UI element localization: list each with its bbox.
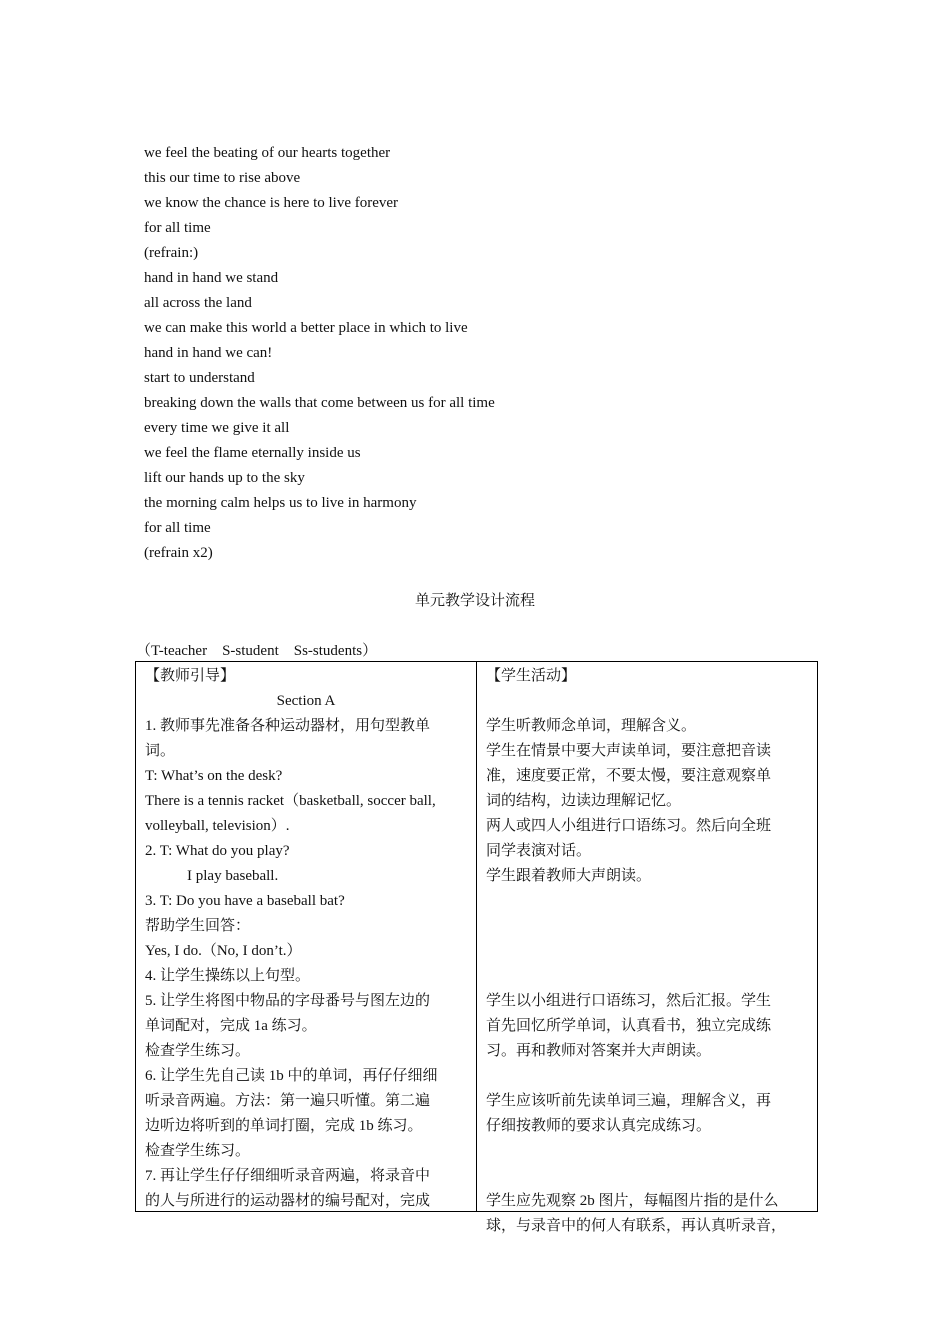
student-activity-column (477, 662, 817, 1234)
teacher-step: 检查学生练习。 (145, 1143, 251, 1159)
document-title: 单元教学设计流程 (414, 593, 535, 609)
lyric-line: for all time (144, 520, 211, 536)
student-activity: 习。再和教师对答案并大声朗读。 (486, 1043, 712, 1059)
lyric-line: we know the chance is here to live forever (144, 195, 399, 211)
lyric-line: all across the land (144, 295, 252, 311)
teacher-step: 5. 让学生将图中物品的字母番号与图左边的 (145, 993, 431, 1009)
teacher-step: 检查学生练习。 (145, 1043, 251, 1059)
student-activity: 准，速度要正常，不要太慢，要注意观察单 (486, 768, 772, 784)
lyric-line: (refrain x2) (144, 545, 213, 561)
lyric-line: the morning calm helps us to live in harmony (144, 495, 417, 511)
lyric-line: hand in hand we stand (144, 270, 279, 286)
lyric-line: for all time (144, 220, 211, 236)
lyric-line: start to understand (144, 370, 255, 386)
lyric-line: this our time to rise above (144, 170, 301, 186)
teacher-column-header: 【教师引导】 (145, 668, 236, 684)
student-activity: 两人或四人小组进行口语练习。然后向全班 (486, 818, 772, 834)
student-column-header: 【学生活动】 (486, 668, 577, 684)
teacher-step: 的人与所进行的运动器材的编号配对，完成 (145, 1193, 431, 1209)
teacher-step: 单词配对，完成 1a 练习。 (145, 1018, 317, 1034)
student-activity: 学生应该听前先读单词三遍，理解含义，再 (486, 1093, 772, 1109)
student-activity: 仔细按教师的要求认真完成练习。 (486, 1118, 712, 1134)
teacher-step: 4. 让学生操练以上句型。 (145, 968, 311, 984)
teacher-step: 6. 让学生先自己读 1b 中的单词，再仔仔细细 (145, 1068, 438, 1084)
lyric-line: we feel the flame eternally inside us (144, 445, 361, 461)
teacher-guidance-column (136, 662, 477, 1211)
student-activity: 球，与录音中的何人有联系，再认真听录音， (486, 1218, 787, 1234)
teacher-step: T: What’s on the desk? (145, 768, 283, 784)
student-activity: 学生跟着教师大声朗读。 (486, 868, 652, 884)
song-lyrics (144, 141, 764, 566)
student-activity: 学生以小组进行口语练习，然后汇报。学生 (486, 993, 772, 1009)
lyric-line: hand in hand we can! (144, 345, 273, 361)
teacher-step: I play baseball. (187, 868, 279, 884)
lyric-line: lift our hands up to the sky (144, 470, 305, 486)
teacher-step: volleyball, television）. (145, 818, 290, 834)
lyric-line: breaking down the walls that come between us for all time (144, 395, 495, 411)
teacher-step: 帮助学生回答： (145, 918, 251, 934)
student-activity: 同学表演对话。 (486, 843, 592, 859)
teacher-step: 1. 教师事先准备各种运动器材，用句型教单 (145, 718, 431, 734)
teacher-step: 3. T: Do you have a baseball bat? (145, 893, 345, 909)
student-activity: 词的结构，边读边理解记忆。 (486, 793, 682, 809)
teacher-step: 2. T: What do you play? (145, 843, 290, 859)
teacher-step: Yes, I do.（No, I don’t.） (145, 943, 302, 959)
role-legend: （T-teacher S-student Ss-students） (136, 643, 378, 659)
student-activity: 学生听教师念单词，理解含义。 (486, 718, 697, 734)
teacher-step: 边听边将听到的单词打圈，完成 1b 练习。 (145, 1118, 423, 1134)
lyric-line: (refrain:) (144, 245, 199, 261)
teacher-step: There is a tennis racket（basketball, soccer ball, (145, 793, 436, 809)
student-activity: 学生应先观察 2b 图片，每幅图片指的是什么 (486, 1193, 779, 1209)
teacher-step: 7. 再让学生仔仔细细听录音两遍，将录音中 (145, 1168, 431, 1184)
lyric-line: we feel the beating of our hearts together (144, 145, 391, 161)
lyric-line: we can make this world a better place in which to live (144, 320, 468, 336)
teacher-step: 听录音两遍。方法：第一遍只听懂。第二遍 (145, 1093, 431, 1109)
teacher-step: 词。 (145, 743, 176, 759)
teaching-plan-table (135, 661, 818, 1234)
lyric-line: every time we give it all (144, 420, 290, 436)
student-activity: 首先回忆所学单词，认真看书，独立完成练 (486, 1018, 772, 1034)
section-heading: Section A (276, 693, 336, 709)
student-activity: 学生在情景中要大声读单词，要注意把音读 (486, 743, 772, 759)
